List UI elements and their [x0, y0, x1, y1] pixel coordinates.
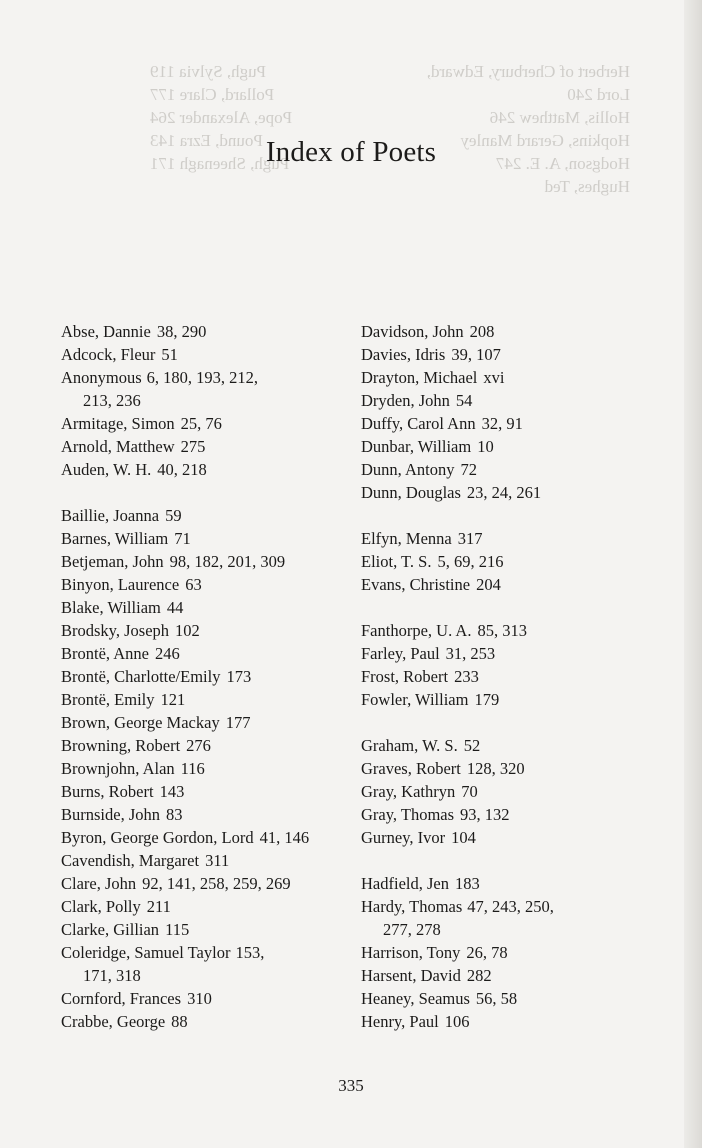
page-references: 317 [457, 529, 483, 548]
index-entry [61, 596, 356, 619]
poet-name: Harrison, Tony [361, 943, 461, 962]
page-references: 10 [477, 437, 494, 456]
index-entry [61, 734, 356, 757]
poet-name: Duffy, Carol Ann [361, 414, 476, 433]
poet-name: Drayton, Michael [361, 368, 478, 387]
poet-name: Anonymous [61, 368, 142, 387]
page-references: 282 [466, 966, 492, 985]
page-references: xvi [483, 368, 505, 387]
page-references-continued: 171, 318 [83, 966, 141, 985]
index-entry [61, 573, 356, 596]
page-references: 246 [155, 644, 180, 663]
index-entry [61, 1010, 356, 1033]
index-entry [61, 504, 356, 527]
page-references: 183 [454, 874, 480, 893]
poet-name: Davies, Idris [361, 345, 446, 364]
poet-name: Binyon, Laurence [61, 575, 180, 594]
index-entry [61, 320, 356, 343]
poet-name: Brontë, Emily [61, 690, 155, 709]
index-entry [361, 527, 661, 550]
poet-name: Eliot, T. S. [361, 552, 432, 571]
letter-group-gap [361, 596, 661, 619]
poet-name: Arnold, Matthew [61, 437, 175, 456]
page-references: 233 [454, 667, 479, 686]
poet-name: Armitage, Simon [61, 414, 175, 433]
page-references: 311 [205, 851, 230, 870]
poet-name: Henry, Paul [361, 1012, 439, 1031]
poet-name: Fanthorpe, U. A. [361, 621, 472, 640]
poet-name: Cornford, Frances [61, 989, 182, 1008]
index-entry [61, 849, 356, 872]
index-entry [61, 343, 356, 366]
poet-name: Browning, Robert [61, 736, 181, 755]
page-references: 104 [451, 828, 476, 847]
page-references: 208 [469, 322, 495, 341]
index-entry [361, 343, 661, 366]
index-entry [361, 435, 661, 458]
page-edge-shadow [684, 0, 702, 1148]
index-entry [361, 573, 661, 596]
index-entry [61, 619, 356, 642]
page-references: 115 [165, 920, 190, 939]
index-entry [361, 642, 661, 665]
index-entry [61, 803, 356, 826]
page-references: 276 [186, 736, 211, 755]
page-references: 38, 290 [156, 322, 207, 341]
poet-name: Gray, Kathryn [361, 782, 456, 801]
poet-name: Brontë, Anne [61, 644, 149, 663]
poet-name: Gurney, Ivor [361, 828, 446, 847]
index-entry [61, 527, 356, 550]
page-references: 44 [166, 598, 184, 617]
letter-group-gap [361, 849, 661, 872]
page-references: 121 [160, 690, 186, 709]
index-entry [61, 941, 356, 987]
index-entry [61, 642, 356, 665]
letter-group-gap [361, 504, 661, 527]
page-references: 98, 182, 201, 309 [169, 552, 286, 571]
poet-name: Blake, William [61, 598, 161, 617]
page-title: Index of Poets [265, 136, 437, 168]
index-entry [361, 964, 661, 987]
index-entry [361, 1010, 661, 1033]
page-references: 275 [180, 437, 206, 456]
index-entry [361, 757, 661, 780]
index-entry [61, 987, 356, 1010]
poet-name: Adcock, Fleur [61, 345, 156, 364]
index-entry [61, 757, 356, 780]
index-entry [361, 941, 661, 964]
index-entry [61, 780, 356, 803]
page-references: 92, 141, 258, 259, 269 [142, 874, 291, 893]
page-references: 116 [180, 759, 205, 778]
poet-name: Coleridge, Samuel Taylor [61, 943, 231, 962]
page-references: 39, 107 [451, 345, 501, 364]
page-references: 40, 218 [157, 460, 207, 479]
index-entry [361, 734, 661, 757]
page-references: 310 [187, 989, 212, 1008]
index-entry [61, 435, 356, 458]
index-entry [361, 803, 661, 826]
page-references: 153, [235, 943, 265, 962]
poet-name: Harsent, David [361, 966, 461, 985]
index-entry [61, 826, 356, 849]
index-entry [361, 688, 661, 711]
poet-name: Davidson, John [361, 322, 464, 341]
poet-name: Clark, Polly [61, 897, 141, 916]
index-entry [361, 780, 661, 803]
page-references: 54 [455, 391, 473, 410]
show-through-text-right: Herbert of Cherbury, Edward, Lord 240 Hollis, Matthew 246 Hopkins, Gerard Manley Hodgson, A. E. 247 Hughes, Ted [426, 62, 630, 196]
poet-name: Burns, Robert [61, 782, 154, 801]
poet-name: Graves, Robert [361, 759, 461, 778]
poet-name: Betjeman, John [61, 552, 164, 571]
poet-name: Crabbe, George [61, 1012, 166, 1031]
page-references: 52 [463, 736, 481, 755]
index-entry [61, 366, 356, 412]
index-entry [61, 412, 356, 435]
page-references: 71 [174, 529, 191, 548]
poet-name: Brownjohn, Alan [61, 759, 175, 778]
index-entry [61, 665, 356, 688]
index-entry [361, 619, 661, 642]
page-references: 41, 146 [259, 828, 310, 847]
poet-name: Farley, Paul [361, 644, 440, 663]
poet-name: Frost, Robert [361, 667, 449, 686]
page-references: 102 [175, 621, 200, 640]
page-references: 31, 253 [445, 644, 496, 663]
page-references-continued: 277, 278 [383, 920, 441, 939]
poet-name: Barnes, William [61, 529, 169, 548]
index-entry [361, 987, 661, 1010]
poet-name: Byron, George Gordon, Lord [61, 828, 254, 847]
poet-name: Fowler, William [361, 690, 469, 709]
poet-name: Dunbar, William [361, 437, 472, 456]
poet-name: Clarke, Gillian [61, 920, 160, 939]
index-entry [61, 872, 356, 895]
poet-name: Evans, Christine [361, 575, 471, 594]
page-references: 70 [461, 782, 478, 801]
poet-name: Heaney, Seamus [361, 989, 470, 1008]
poet-name: Auden, W. H. [61, 460, 152, 479]
index-entry [361, 826, 661, 849]
page-references: 83 [166, 805, 183, 824]
poet-name: Brodsky, Joseph [61, 621, 170, 640]
poet-name: Gray, Thomas [361, 805, 455, 824]
index-entry [361, 412, 661, 435]
poet-name: Clare, John [61, 874, 137, 893]
page-references: 56, 58 [475, 989, 518, 1008]
poet-name: Hadfield, Jen [361, 874, 449, 893]
page-number: 335 [338, 1076, 364, 1095]
index-entry [61, 688, 356, 711]
poet-name: Hardy, Thomas [361, 897, 463, 916]
index-entry [361, 665, 661, 688]
page-references: 179 [474, 690, 500, 709]
poet-name: Baillie, Joanna [61, 506, 160, 525]
poet-name: Brontë, Charlotte/Emily [61, 667, 221, 686]
letter-group-gap [61, 481, 356, 504]
page-references: 47, 243, 250, [467, 897, 554, 916]
index-entry [61, 711, 356, 734]
page-references: 26, 78 [466, 943, 508, 962]
index-entry [361, 872, 661, 895]
poet-name: Elfyn, Menna [361, 529, 452, 548]
page-references: 93, 132 [460, 805, 510, 824]
page-references: 204 [476, 575, 501, 594]
page-references: 177 [225, 713, 251, 732]
index-entry [361, 389, 661, 412]
page-references: 173 [226, 667, 252, 686]
poet-name: Burnside, John [61, 805, 160, 824]
page-references: 25, 76 [180, 414, 222, 433]
poet-name: Dryden, John [361, 391, 450, 410]
show-through-text-left: Pugh, Sylvia 119 Pollard, Clare 177 Pope, Alexander 264 Pound, Ezra 143 Pugh, Sheenagh 171 [150, 62, 293, 173]
letter-group-gap [361, 711, 661, 734]
page-references: 51 [161, 345, 178, 364]
page-references: 128, 320 [466, 759, 525, 778]
index-column-right [361, 320, 661, 1033]
page-references: 6, 180, 193, 212, [146, 368, 259, 387]
index-entry [361, 895, 661, 941]
page-references: 32, 91 [481, 414, 523, 433]
poet-name: Graham, W. S. [361, 736, 458, 755]
index-entry [361, 550, 661, 573]
page-references: 85, 313 [477, 621, 527, 640]
page-references: 63 [185, 575, 202, 594]
index-entry [61, 550, 356, 573]
page-references: 72 [460, 460, 478, 479]
index-entry [61, 918, 356, 941]
poet-name: Abse, Dannie [61, 322, 151, 341]
index-entry [361, 320, 661, 343]
poet-name: Cavendish, Margaret [61, 851, 200, 870]
index-entry [61, 895, 356, 918]
poet-name: Brown, George Mackay [61, 713, 220, 732]
page-references: 211 [146, 897, 171, 916]
page-references-continued: 213, 236 [83, 391, 141, 410]
poet-name: Dunn, Douglas [361, 483, 461, 502]
page-references: 59 [165, 506, 182, 525]
page-references: 106 [444, 1012, 470, 1031]
index-entry [361, 366, 661, 389]
index-entry [361, 458, 661, 481]
index-column-left [61, 320, 356, 1033]
page-references: 143 [159, 782, 185, 801]
poet-name: Dunn, Antony [361, 460, 455, 479]
page-references: 23, 24, 261 [466, 483, 542, 502]
page-references: 5, 69, 216 [437, 552, 504, 571]
page-references: 88 [171, 1012, 188, 1031]
index-entry [361, 481, 661, 504]
index-entry [61, 458, 356, 481]
